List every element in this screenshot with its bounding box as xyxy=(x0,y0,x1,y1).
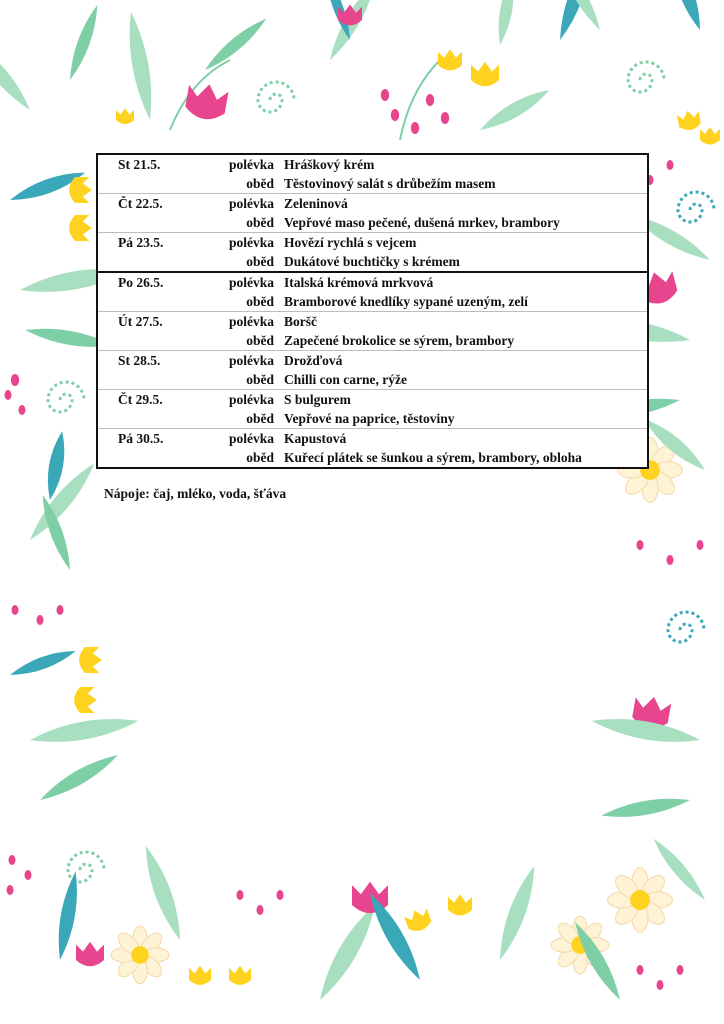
menu-day-6 xyxy=(98,389,647,428)
tulip-flower xyxy=(116,108,134,124)
menu-day-7 xyxy=(98,428,647,467)
main-row xyxy=(98,292,647,311)
day-date: Po 26.5. xyxy=(118,275,164,290)
leaf-shape xyxy=(138,843,187,942)
leaf-shape xyxy=(477,84,553,136)
drinks-note: Nápoje: čaj, mléko, voda, šťáva xyxy=(104,486,287,501)
tulip-flower xyxy=(69,215,92,241)
leaf-shape xyxy=(37,749,122,806)
soup-row xyxy=(98,312,647,331)
menu-day-1 xyxy=(98,193,647,232)
main-dish: Vepřové na paprice, těstoviny xyxy=(284,411,455,426)
leaf-shape xyxy=(8,645,78,680)
soup-label: polévka xyxy=(228,235,274,250)
main-label: oběd xyxy=(246,294,274,309)
flower-bud xyxy=(57,605,64,615)
tulip-flower xyxy=(74,687,97,713)
flower-bud xyxy=(677,965,684,975)
main-label: oběd xyxy=(246,176,274,191)
soup-name: S bulgurem xyxy=(284,392,351,407)
main-dish: Zapečené brokolice se sýrem, brambory xyxy=(284,333,515,348)
date-spacer xyxy=(98,174,208,193)
tulip-flower xyxy=(184,81,229,122)
soup-label: polévka xyxy=(228,157,274,172)
tulip-flower xyxy=(79,647,102,673)
flower-bud xyxy=(12,605,19,615)
flower-bud xyxy=(11,374,19,386)
fern-spiral xyxy=(668,612,704,642)
flower-bud xyxy=(7,885,14,895)
lunch-menu-table xyxy=(96,153,649,469)
menu-day-4 xyxy=(98,311,647,350)
tulip-flower xyxy=(76,942,104,967)
soup-name: Hovězí rychlá s vejcem xyxy=(284,235,417,250)
flower-bud xyxy=(391,109,399,121)
menu-day-5 xyxy=(98,350,647,389)
tulip-flower xyxy=(700,127,720,145)
tulip-flower xyxy=(189,966,211,985)
tulip-flower xyxy=(677,109,702,132)
day-date: St 28.5. xyxy=(118,353,161,368)
leaf-shape xyxy=(64,3,103,82)
flower-bud xyxy=(19,405,26,415)
leaf-shape xyxy=(312,900,383,1004)
soup-row xyxy=(98,273,647,292)
main-label: oběd xyxy=(246,450,274,465)
tulip-flower xyxy=(229,966,251,985)
soup-label: polévka xyxy=(228,275,274,290)
flower-bud xyxy=(667,160,674,170)
daisy-center xyxy=(131,946,149,964)
tulip-flower xyxy=(471,62,499,87)
flower-bud xyxy=(697,540,704,550)
soup-row xyxy=(98,429,647,448)
tulip-flower xyxy=(438,49,462,70)
soup-name: Zeleninová xyxy=(284,196,348,211)
date-spacer xyxy=(98,370,208,389)
tulip-flower xyxy=(403,906,433,934)
soup-label: polévka xyxy=(228,314,274,329)
flower-bud xyxy=(637,965,644,975)
menu-day-2 xyxy=(98,232,647,271)
flower-bud xyxy=(411,122,419,134)
leaf-shape xyxy=(492,863,541,962)
menu-day-3 xyxy=(98,271,647,311)
flower-bud xyxy=(381,89,389,101)
soup-row xyxy=(98,194,647,213)
flower-bud xyxy=(637,540,644,550)
main-row xyxy=(98,252,647,271)
flower-bud xyxy=(37,615,44,625)
main-dish: Kuřecí plátek se šunkou a sýrem, brambory, obloha xyxy=(284,450,582,465)
day-date: Pá 30.5. xyxy=(118,431,164,446)
flower-bud xyxy=(426,94,434,106)
menu-day-0 xyxy=(98,155,647,193)
fern-spiral xyxy=(678,192,714,222)
main-dish: Chilli con carne, rýže xyxy=(284,372,407,387)
soup-name: Drožďová xyxy=(284,353,343,368)
leaf-shape xyxy=(600,793,691,822)
date-spacer xyxy=(98,448,208,467)
main-row xyxy=(98,213,647,232)
soup-name: Hráškový krém xyxy=(284,157,375,172)
date-spacer xyxy=(98,252,208,271)
soup-row xyxy=(98,390,647,409)
day-date: Út 27.5. xyxy=(118,314,163,329)
day-date: Čt 29.5. xyxy=(118,392,163,407)
leaf-shape xyxy=(363,889,427,984)
main-row xyxy=(98,409,647,428)
main-row xyxy=(98,370,647,389)
flower-bud xyxy=(277,890,284,900)
leaf-shape xyxy=(0,37,35,115)
flower-bud xyxy=(25,870,32,880)
flower-bud xyxy=(5,390,12,400)
main-dish: Vepřové maso pečené, dušená mrkev, brambory xyxy=(284,215,560,230)
leaf-shape xyxy=(494,0,518,46)
flower-bud xyxy=(9,855,16,865)
main-dish: Dukátové buchtičky s krémem xyxy=(284,254,460,269)
flower-bud xyxy=(657,980,664,990)
tulip-flower xyxy=(448,894,472,915)
main-row xyxy=(98,174,647,193)
main-row xyxy=(98,331,647,350)
date-spacer xyxy=(98,292,208,311)
soup-label: polévka xyxy=(228,392,274,407)
fern-spiral xyxy=(628,62,664,92)
main-label: oběd xyxy=(246,372,274,387)
flower-bud xyxy=(237,890,244,900)
date-spacer xyxy=(98,409,208,428)
soup-name: Boršč xyxy=(284,314,317,329)
day-date: Čt 22.5. xyxy=(118,196,163,211)
leaf-shape xyxy=(201,14,270,75)
main-label: oběd xyxy=(246,333,274,348)
soup-row xyxy=(98,155,647,174)
leaf-shape xyxy=(28,712,139,749)
fern-spiral xyxy=(258,82,294,112)
daisy-center xyxy=(630,890,650,910)
soup-label: polévka xyxy=(228,196,274,211)
soup-label: polévka xyxy=(228,353,274,368)
day-date: Pá 23.5. xyxy=(118,235,164,250)
main-dish: Těstovinový salát s drůbežím masem xyxy=(284,176,496,191)
leaf-shape xyxy=(666,0,707,32)
soup-name: Kapustová xyxy=(284,431,347,446)
flower-bud xyxy=(441,112,449,124)
date-spacer xyxy=(98,213,208,232)
soup-row xyxy=(98,233,647,252)
date-spacer xyxy=(98,331,208,350)
flower-bud xyxy=(667,555,674,565)
soup-row xyxy=(98,351,647,370)
tulip-flower xyxy=(69,177,92,203)
soup-name: Italská krémová mrkvová xyxy=(284,275,434,290)
main-dish: Bramborové knedlíky sypané uzeným, zelí xyxy=(284,294,528,309)
day-date: St 21.5. xyxy=(118,157,161,172)
soup-label: polévka xyxy=(228,431,274,446)
fern-spiral xyxy=(48,382,84,412)
main-label: oběd xyxy=(246,254,274,269)
flower-bud xyxy=(257,905,264,915)
main-label: oběd xyxy=(246,411,274,426)
main-label: oběd xyxy=(246,215,274,230)
main-row xyxy=(98,448,647,467)
leaf-shape xyxy=(123,10,158,121)
